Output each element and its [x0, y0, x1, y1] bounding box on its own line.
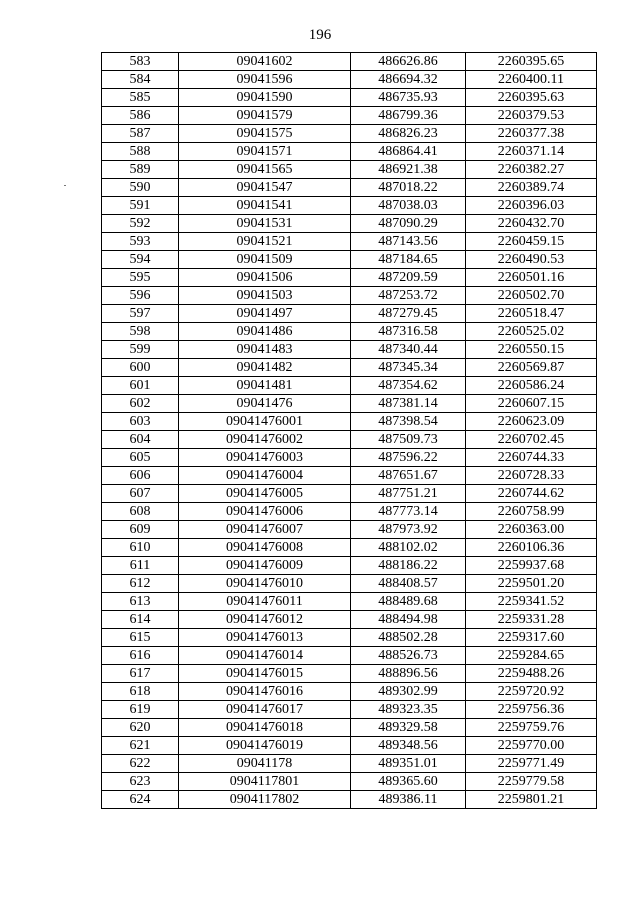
x-coordinate-cell: 489302.99: [351, 683, 466, 701]
x-coordinate-cell: 487209.59: [351, 269, 466, 287]
x-coordinate-cell: 488502.28: [351, 629, 466, 647]
row-index-cell: 593: [102, 233, 179, 251]
x-coordinate-cell: 486921.38: [351, 161, 466, 179]
row-index-cell: 600: [102, 359, 179, 377]
table-row: [102, 611, 597, 629]
x-coordinate-cell: 488494.98: [351, 611, 466, 629]
x-coordinate-cell: 487651.67: [351, 467, 466, 485]
x-coordinate-cell: 487345.34: [351, 359, 466, 377]
table-row: [102, 215, 597, 233]
table-row: [102, 791, 597, 809]
row-index-cell: 583: [102, 53, 179, 71]
y-coordinate-cell: 2259331.28: [466, 611, 597, 629]
row-index-cell: 611: [102, 557, 179, 575]
row-index-cell: 602: [102, 395, 179, 413]
x-coordinate-cell: 487773.14: [351, 503, 466, 521]
point-id-cell: 09041476001: [179, 413, 351, 431]
y-coordinate-cell: 2259317.60: [466, 629, 597, 647]
point-id-cell: 09041521: [179, 233, 351, 251]
row-index-cell: 617: [102, 665, 179, 683]
x-coordinate-cell: 487596.22: [351, 449, 466, 467]
row-index-cell: 592: [102, 215, 179, 233]
table-row: [102, 755, 597, 773]
y-coordinate-cell: 2260744.33: [466, 449, 597, 467]
row-index-cell: 588: [102, 143, 179, 161]
point-id-cell: 09041476012: [179, 611, 351, 629]
x-coordinate-cell: 488489.68: [351, 593, 466, 611]
row-index-cell: 608: [102, 503, 179, 521]
row-index-cell: 591: [102, 197, 179, 215]
row-index-cell: 624: [102, 791, 179, 809]
row-index-cell: 599: [102, 341, 179, 359]
y-coordinate-cell: 2260728.33: [466, 467, 597, 485]
y-coordinate-cell: 2259501.20: [466, 575, 597, 593]
row-index-cell: 595: [102, 269, 179, 287]
row-index-cell: 598: [102, 323, 179, 341]
y-coordinate-cell: 2260459.15: [466, 233, 597, 251]
x-coordinate-cell: 487184.65: [351, 251, 466, 269]
y-coordinate-cell: 2260400.11: [466, 71, 597, 89]
y-coordinate-cell: 2260518.47: [466, 305, 597, 323]
table-row: [102, 719, 597, 737]
row-index-cell: 604: [102, 431, 179, 449]
point-id-cell: 09041476: [179, 395, 351, 413]
y-coordinate-cell: 2259720.92: [466, 683, 597, 701]
y-coordinate-cell: 2260525.02: [466, 323, 597, 341]
coordinates-table-body: [102, 53, 597, 809]
point-id-cell: 0904117802: [179, 791, 351, 809]
x-coordinate-cell: 487751.21: [351, 485, 466, 503]
point-id-cell: 09041476006: [179, 503, 351, 521]
point-id-cell: 09041476004: [179, 467, 351, 485]
row-index-cell: 585: [102, 89, 179, 107]
row-index-cell: 610: [102, 539, 179, 557]
point-id-cell: 0904117801: [179, 773, 351, 791]
y-coordinate-cell: 2259801.21: [466, 791, 597, 809]
y-coordinate-cell: 2260389.74: [466, 179, 597, 197]
table-row: [102, 647, 597, 665]
row-index-cell: 614: [102, 611, 179, 629]
point-id-cell: 09041482: [179, 359, 351, 377]
table-row: [102, 89, 597, 107]
x-coordinate-cell: 487509.73: [351, 431, 466, 449]
row-index-cell: 620: [102, 719, 179, 737]
x-coordinate-cell: 488408.57: [351, 575, 466, 593]
y-coordinate-cell: 2259284.65: [466, 647, 597, 665]
point-id-cell: 09041571: [179, 143, 351, 161]
table-row: [102, 701, 597, 719]
table-row: [102, 377, 597, 395]
point-id-cell: 09041476002: [179, 431, 351, 449]
y-coordinate-cell: 2260363.00: [466, 521, 597, 539]
table-row: [102, 395, 597, 413]
table-row: [102, 449, 597, 467]
point-id-cell: 09041547: [179, 179, 351, 197]
point-id-cell: 09041476013: [179, 629, 351, 647]
y-coordinate-cell: 2260502.70: [466, 287, 597, 305]
x-coordinate-cell: 487090.29: [351, 215, 466, 233]
point-id-cell: 09041541: [179, 197, 351, 215]
table-row: [102, 665, 597, 683]
x-coordinate-cell: 489348.56: [351, 737, 466, 755]
table-row: [102, 539, 597, 557]
row-index-cell: 622: [102, 755, 179, 773]
x-coordinate-cell: 487143.56: [351, 233, 466, 251]
table-row: [102, 197, 597, 215]
x-coordinate-cell: 487038.03: [351, 197, 466, 215]
table-row: [102, 593, 597, 611]
y-coordinate-cell: 2260377.38: [466, 125, 597, 143]
y-coordinate-cell: 2260396.03: [466, 197, 597, 215]
table-row: [102, 557, 597, 575]
table-row: [102, 71, 597, 89]
y-coordinate-cell: 2260586.24: [466, 377, 597, 395]
y-coordinate-cell: 2260623.09: [466, 413, 597, 431]
row-index-cell: 609: [102, 521, 179, 539]
table-row: [102, 251, 597, 269]
table-row: [102, 323, 597, 341]
point-id-cell: 09041506: [179, 269, 351, 287]
point-id-cell: 09041476016: [179, 683, 351, 701]
table-row: [102, 53, 597, 71]
x-coordinate-cell: 487973.92: [351, 521, 466, 539]
point-id-cell: 09041486: [179, 323, 351, 341]
table-row: [102, 107, 597, 125]
point-id-cell: 09041476017: [179, 701, 351, 719]
row-index-cell: 605: [102, 449, 179, 467]
y-coordinate-cell: 2260550.15: [466, 341, 597, 359]
point-id-cell: 09041483: [179, 341, 351, 359]
x-coordinate-cell: 488102.02: [351, 539, 466, 557]
y-coordinate-cell: 2260371.14: [466, 143, 597, 161]
point-id-cell: 09041476007: [179, 521, 351, 539]
row-index-cell: 621: [102, 737, 179, 755]
x-coordinate-cell: 486826.23: [351, 125, 466, 143]
point-id-cell: 09041481: [179, 377, 351, 395]
table-row: [102, 467, 597, 485]
x-coordinate-cell: 486735.93: [351, 89, 466, 107]
table-row: [102, 125, 597, 143]
table-row: [102, 413, 597, 431]
y-coordinate-cell: 2259937.68: [466, 557, 597, 575]
table-row: [102, 575, 597, 593]
x-coordinate-cell: 487279.45: [351, 305, 466, 323]
point-id-cell: 09041590: [179, 89, 351, 107]
point-id-cell: 09041476019: [179, 737, 351, 755]
y-coordinate-cell: 2260744.62: [466, 485, 597, 503]
y-coordinate-cell: 2260382.27: [466, 161, 597, 179]
x-coordinate-cell: 487398.54: [351, 413, 466, 431]
table-row: [102, 233, 597, 251]
row-index-cell: 603: [102, 413, 179, 431]
row-index-cell: 613: [102, 593, 179, 611]
point-id-cell: 09041531: [179, 215, 351, 233]
row-index-cell: 594: [102, 251, 179, 269]
table-row: [102, 521, 597, 539]
point-id-cell: 09041476010: [179, 575, 351, 593]
row-index-cell: 584: [102, 71, 179, 89]
y-coordinate-cell: 2259488.26: [466, 665, 597, 683]
x-coordinate-cell: 489365.60: [351, 773, 466, 791]
x-coordinate-cell: 487354.62: [351, 377, 466, 395]
row-index-cell: 615: [102, 629, 179, 647]
x-coordinate-cell: 489386.11: [351, 791, 466, 809]
row-index-cell: 597: [102, 305, 179, 323]
point-id-cell: 09041476018: [179, 719, 351, 737]
table-row: [102, 773, 597, 791]
y-coordinate-cell: 2259759.76: [466, 719, 597, 737]
point-id-cell: 09041476009: [179, 557, 351, 575]
table-row: [102, 287, 597, 305]
y-coordinate-cell: 2260490.53: [466, 251, 597, 269]
y-coordinate-cell: 2260432.70: [466, 215, 597, 233]
x-coordinate-cell: 487316.58: [351, 323, 466, 341]
point-id-cell: 09041509: [179, 251, 351, 269]
point-id-cell: 09041579: [179, 107, 351, 125]
y-coordinate-cell: 2260106.36: [466, 539, 597, 557]
y-coordinate-cell: 2259756.36: [466, 701, 597, 719]
point-id-cell: 09041575: [179, 125, 351, 143]
point-id-cell: 09041476008: [179, 539, 351, 557]
point-id-cell: 09041476015: [179, 665, 351, 683]
row-index-cell: 589: [102, 161, 179, 179]
point-id-cell: 09041178: [179, 755, 351, 773]
table-row: [102, 431, 597, 449]
x-coordinate-cell: 488896.56: [351, 665, 466, 683]
y-coordinate-cell: 2259771.49: [466, 755, 597, 773]
x-coordinate-cell: 486694.32: [351, 71, 466, 89]
row-index-cell: 623: [102, 773, 179, 791]
y-coordinate-cell: 2260395.65: [466, 53, 597, 71]
page-number: 196: [308, 27, 332, 43]
x-coordinate-cell: 489351.01: [351, 755, 466, 773]
row-index-cell: 601: [102, 377, 179, 395]
x-coordinate-cell: 487253.72: [351, 287, 466, 305]
table-row: [102, 737, 597, 755]
x-coordinate-cell: 487018.22: [351, 179, 466, 197]
point-id-cell: 09041565: [179, 161, 351, 179]
row-index-cell: 590: [102, 179, 179, 197]
x-coordinate-cell: 487381.14: [351, 395, 466, 413]
row-index-cell: 586: [102, 107, 179, 125]
y-coordinate-cell: 2259779.58: [466, 773, 597, 791]
x-coordinate-cell: 488526.73: [351, 647, 466, 665]
table-row: [102, 683, 597, 701]
y-coordinate-cell: 2260395.63: [466, 89, 597, 107]
table-row: [102, 269, 597, 287]
coordinates-table: [101, 52, 597, 809]
y-coordinate-cell: 2260758.99: [466, 503, 597, 521]
table-row: [102, 161, 597, 179]
point-id-cell: 09041476014: [179, 647, 351, 665]
point-id-cell: 09041503: [179, 287, 351, 305]
y-coordinate-cell: 2260607.15: [466, 395, 597, 413]
point-id-cell: 09041476005: [179, 485, 351, 503]
x-coordinate-cell: 486799.36: [351, 107, 466, 125]
table-row: [102, 341, 597, 359]
row-index-cell: 616: [102, 647, 179, 665]
y-coordinate-cell: 2259770.00: [466, 737, 597, 755]
x-coordinate-cell: 486626.86: [351, 53, 466, 71]
table-row: [102, 359, 597, 377]
point-id-cell: 09041596: [179, 71, 351, 89]
table-row: [102, 305, 597, 323]
point-id-cell: 09041476003: [179, 449, 351, 467]
table-row: [102, 179, 597, 197]
y-coordinate-cell: 2260702.45: [466, 431, 597, 449]
y-coordinate-cell: 2260379.53: [466, 107, 597, 125]
point-id-cell: 09041497: [179, 305, 351, 323]
point-id-cell: 09041476011: [179, 593, 351, 611]
table-row: [102, 629, 597, 647]
table-row: [102, 503, 597, 521]
row-index-cell: 612: [102, 575, 179, 593]
row-index-cell: 619: [102, 701, 179, 719]
x-coordinate-cell: 487340.44: [351, 341, 466, 359]
point-id-cell: 09041602: [179, 53, 351, 71]
row-index-cell: 606: [102, 467, 179, 485]
table-row: [102, 485, 597, 503]
table-row: [102, 143, 597, 161]
y-coordinate-cell: 2259341.52: [466, 593, 597, 611]
row-index-cell: 587: [102, 125, 179, 143]
scan-speck: [64, 185, 66, 186]
y-coordinate-cell: 2260569.87: [466, 359, 597, 377]
x-coordinate-cell: 489323.35: [351, 701, 466, 719]
x-coordinate-cell: 489329.58: [351, 719, 466, 737]
row-index-cell: 618: [102, 683, 179, 701]
y-coordinate-cell: 2260501.16: [466, 269, 597, 287]
x-coordinate-cell: 488186.22: [351, 557, 466, 575]
row-index-cell: 607: [102, 485, 179, 503]
x-coordinate-cell: 486864.41: [351, 143, 466, 161]
row-index-cell: 596: [102, 287, 179, 305]
